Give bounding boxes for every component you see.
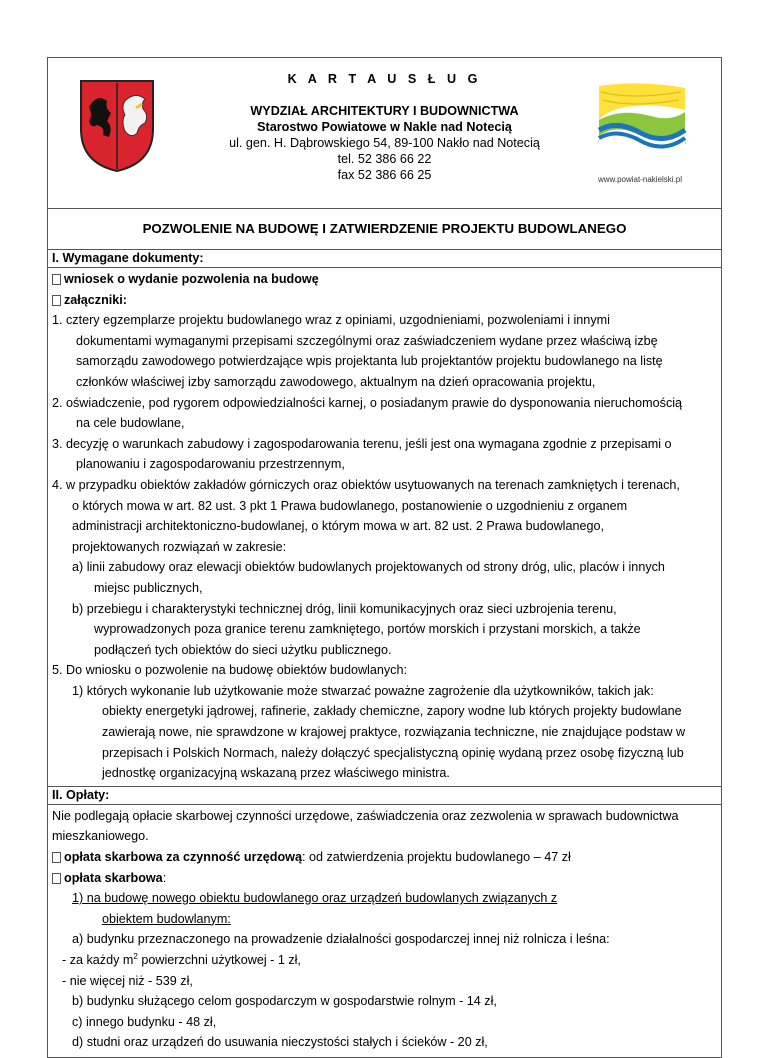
- list-item: 5. Do wniosku o pozwolenie na budowę obiektów budowlanych:: [52, 663, 407, 678]
- powiat-logo: [581, 72, 699, 184]
- list-item: obiekty energetyki jądrowej, rafinerie, zakłady chemiczne, zapory wodne lub których projekty budowlane: [102, 704, 682, 719]
- card-title: K A R T A U S Ł U G: [287, 72, 482, 86]
- list-item: miejsc publicznych,: [94, 580, 203, 595]
- list-item: zawierają nowe, nie sprawdzone w krajowej praktyce, rozwiązania techniczne, nie znajdujące podstaw w: [102, 725, 686, 740]
- section-1-heading: I. Wymagane dokumenty:: [48, 250, 721, 268]
- section-2-body: [48, 805, 721, 1057]
- list-item: jednostkę organizacyjną wskazaną przez właściwego ministra.: [102, 766, 450, 781]
- list-item: 3. decyzję o warunkach zabudowy i zagospodarowania terenu, jeśli jest ona wymagana zgodnie z przepisami o: [52, 436, 672, 451]
- list-item: 2. oświadczenie, pod rygorem odpowiedzialności karnej, o posiadanym prawie do dysponowania nieruchomością: [52, 395, 683, 410]
- list-item: członków właściwej izby samorządu zawodowego, aktualnym na dzień opracowania projektu,: [76, 374, 596, 389]
- list-item: c) innego budynku - 48 zł,: [72, 1014, 217, 1029]
- list-item: 1) na budowę nowego obiektu budowlanego oraz urządzeń budowlanych związanych z: [72, 891, 558, 906]
- list-item: d) studni oraz urządzeń do usuwania nieczystości stałych i ścieków - 20 zł,: [72, 1035, 488, 1050]
- list-item: planowaniu i zagospodarowaniu przestrzennym,: [76, 457, 345, 472]
- list-item: o których mowa w art. 82 ust. 3 pkt 1 Prawa budowlanego, postanowienie o uzgodnieniu z organem: [72, 498, 628, 513]
- list-item: - za każdy $m^2$ powierzchni użytkowej - 1 zł,: [62, 951, 301, 967]
- office-phone: tel. 52 386 66 22: [337, 152, 432, 166]
- list-item: a) linii zabudowy oraz elewacji obiektów budowlanych projektowanych od strony dróg, ulic, placów i innych: [72, 560, 665, 575]
- header: [48, 58, 721, 209]
- coat-of-arms-icon: [77, 77, 157, 173]
- section-1-body: [48, 268, 721, 787]
- section-2-heading: II. Opłaty:: [48, 787, 721, 805]
- list-item: projektowanych rozwiązań w zakresie:: [72, 539, 287, 554]
- office-fax: fax 52 386 66 25: [337, 168, 432, 182]
- list-item: 4. w przypadku obiektów zakładów górniczych oraz obiektów usytuowanych na terenach zamkniętych i terenach,: [52, 477, 680, 492]
- checkbox-item: opłata skarbowa:: [52, 868, 721, 889]
- list-item: 1. cztery egzemplarze projektu budowlanego wraz z opiniami, uzgodnieniami, pozwoleniami i innymi: [52, 313, 610, 328]
- list-item: b) budynku służącego celom gospodarczym w gospodarstwie rolnym - 14 zł,: [72, 994, 497, 1009]
- office-address: ul. gen. H. Dąbrowskiego 54, 89-100 Nakło nad Notecią: [229, 136, 540, 150]
- document-title: POZWOLENIE NA BUDOWĘ I ZATWIERDZENIE PROJEKTU BUDOWLANEGO: [48, 209, 721, 250]
- list-item: przepisach i Polskich Normach, należy dołączyć specjalistyczną opinię wydaną przez osobę fizyczną lub: [102, 745, 684, 760]
- checkbox-icon: [52, 873, 61, 884]
- list-item: dokumentami wymaganymi przepisami szczególnymi oraz zaświadczeniem wydane przez właściwą izbę: [76, 333, 658, 348]
- logo-url: www.powiat-nakielski.pl: [597, 175, 683, 184]
- checkbox-item: załączniki:: [52, 290, 721, 311]
- fees-intro: mieszkaniowego.: [52, 829, 149, 844]
- list-item: administracji architektoniczno-budowlanej, o którym mowa w art. 82 ust. 2 Prawa budowlanego,: [72, 519, 604, 534]
- header-text: [198, 58, 571, 183]
- checkbox-item: opłata skarbowa za czynność urzędową: od zatwierdzenia projektu budowlanego – 47 zł: [52, 847, 721, 868]
- list-item: - nie więcej niż - 539 zł,: [62, 973, 193, 988]
- office-name: Starostwo Powiatowe w Nakle nad Notecią: [257, 120, 512, 134]
- fees-intro: Nie podlegają opłacie skarbowej czynności urzędowe, zaświadczenia oraz zezwolenia w sprawach budownictwa: [52, 808, 679, 823]
- list-item: samorządu zawodowego potwierdzające wpis projektanta lub projektantów projektu budowlanego na listę: [76, 354, 663, 369]
- list-item: b) przebiegu i charakterystyki technicznej dróg, linii komunikacyjnych oraz sieci uzbrojenia terenu,: [72, 601, 617, 616]
- list-item: wyprowadzonych poza granice terenu zamkniętego, portów morskich i przystani morskich, a także: [94, 622, 641, 637]
- department-name: WYDZIAŁ ARCHITEKTURY I BUDOWNICTWA: [250, 104, 519, 118]
- list-item: podłączeń tych obiektów do sieci użytku publicznego.: [94, 642, 392, 657]
- checkbox-icon: [52, 274, 61, 285]
- list-item: 1) których wykonanie lub użytkowanie może stwarzać poważne zagrożenie dla użytkowników, takich jak:: [72, 683, 654, 698]
- list-item: na cele budowlane,: [76, 416, 185, 431]
- checkbox-icon: [52, 295, 61, 306]
- service-card: [47, 57, 722, 1058]
- powiat-logo-icon: [581, 72, 699, 168]
- list-item: a) budynku przeznaczonego na prowadzenie działalności gospodarczej innej niż rolnicza i leśna:: [72, 932, 610, 947]
- list-item: obiektem budowlanym:: [102, 911, 231, 926]
- checkbox-icon: [52, 852, 61, 863]
- checkbox-item: wniosek o wydanie pozwolenia na budowę: [52, 269, 721, 290]
